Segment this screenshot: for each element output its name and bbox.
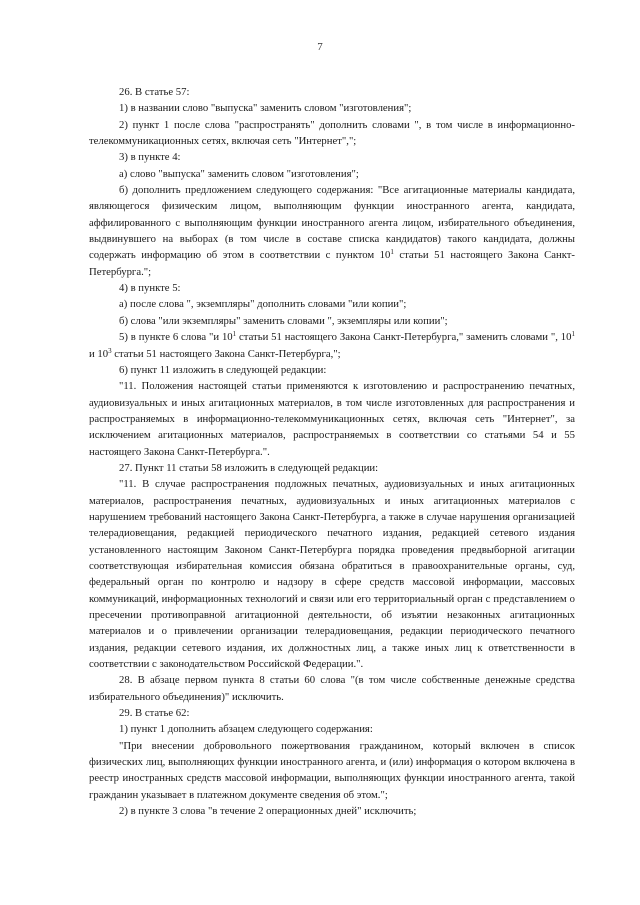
- paragraph: б) дополнить предложением следующего содержания: "Все агитационные материалы кандидата, являющегося физическим лицом, выполняющим функции иностранного агента, кандидата, аффилированного с выполняющим функции иностранного агента лицом, избирательного объединения, выдвинувшего на выборах (в том числе в составе списка кандидатов) такого кандидата, должны содержать информацию об этом в соответствии с пунктом $10^1$ статьи 51 настоящего Закона Санкт-Петербурга.";: [89, 184, 575, 278]
- page-number: 7: [317, 41, 323, 53]
- paragraph: 27. Пункт 11 статьи 58 изложить в следующей редакции:: [119, 461, 379, 474]
- document-body: [89, 84, 575, 819]
- paragraph: 6) пункт 11 изложить в следующей редакции:: [119, 363, 327, 376]
- paragraph: "11. Положения настоящей статьи применяются к изготовлению и распространению печатных, аудиовизуальных и иных агитационных материалов, в том числе изготовленных для распространения и распространяемых в информационно-телекоммуникационных сетях, включая сеть "Интернет", за исключением агитационных материалов, распространяемых в соответствии со статьями 54 и 55 настоящего Закона Санкт-Петербурга.".: [89, 380, 575, 458]
- paragraph: "При внесении добровольного пожертвования гражданином, который включен в список физических лиц, выполняющих функции иностранного агента, и (или) информация о котором включена в реестр иностранных средств массовой информации, выполняющих функции иностранного агента, такой гражданин указывает в платежном документе сведения об этом.";: [89, 739, 575, 801]
- paragraph: 2) в пункте 3 слова "в течение 2 операционных дней" исключить;: [119, 805, 417, 818]
- paragraph: 4) в пункте 5:: [119, 282, 181, 295]
- paragraph: 26. В статье 57:: [119, 86, 190, 98]
- paragraph: 2) пункт 1 после слова "распространять" дополнить словами ", в том числе в информационно-телекоммуникационных сетях, включая сеть "Интернет",";: [89, 118, 575, 148]
- paragraph: а) слово "выпуска" заменить словом "изготовления";: [119, 167, 359, 180]
- paragraph: 1) пункт 1 дополнить абзацем следующего содержания:: [119, 723, 373, 736]
- paragraph: 28. В абзаце первом пункта 8 статьи 60 слова "(в том числе собственные денежные средства избирательного объединения)" исключить.: [89, 674, 575, 703]
- paragraph: а) после слова ", экземпляры" дополнить словами "или копии";: [119, 298, 407, 311]
- paragraph: "11. В случае распространения подложных печатных, аудиовизуальных и иных агитационных материалов, распространения печатных, аудиовизуальных и иных агитационных материалов с нарушением требований настоящего Закона Санкт-Петербурга, а также в случае нарушения организацией телерадиовещания, редакцией периодического печатного издания, редакцией сетевого издания установленного настоящим Законом Санкт-Петербурга порядка проведения предвыборной агитации соответствующая избирательная комиссия обязана обратиться в правоохранительные органы, суд, федеральный орган по контролю и надзору в сфере средств массовой информации, массовых коммуникаций, информационных технологий и связи или его территориальный орган с представлением о пресечении противоправной агитационной деятельности, об изъятии незаконных агитационных материалов и о привлечении организации телерадиовещания, редакции периодического печатного издания, редакции сетевого издания, их должностных лиц, а также иных лиц к ответственности в соответствии с законодательством Российской Федерации.".: [89, 478, 575, 671]
- paragraph: 1) в названии слово "выпуска" заменить словом "изготовления";: [119, 102, 412, 115]
- paragraph: 5) в пункте 6 слова "и $10^1$ статьи 51 настоящего Закона Санкт-Петербурга," заменить словами ", $10^1$ и $10^3$ статьи 51 настоящего Закона Санкт-Петербурга,";: [89, 330, 575, 360]
- paragraph: 29. В статье 62:: [119, 707, 190, 720]
- paragraph: б) слова "или экземпляры" заменить словами ", экземпляры или копии";: [119, 314, 448, 327]
- paragraph: 3) в пункте 4:: [119, 151, 181, 164]
